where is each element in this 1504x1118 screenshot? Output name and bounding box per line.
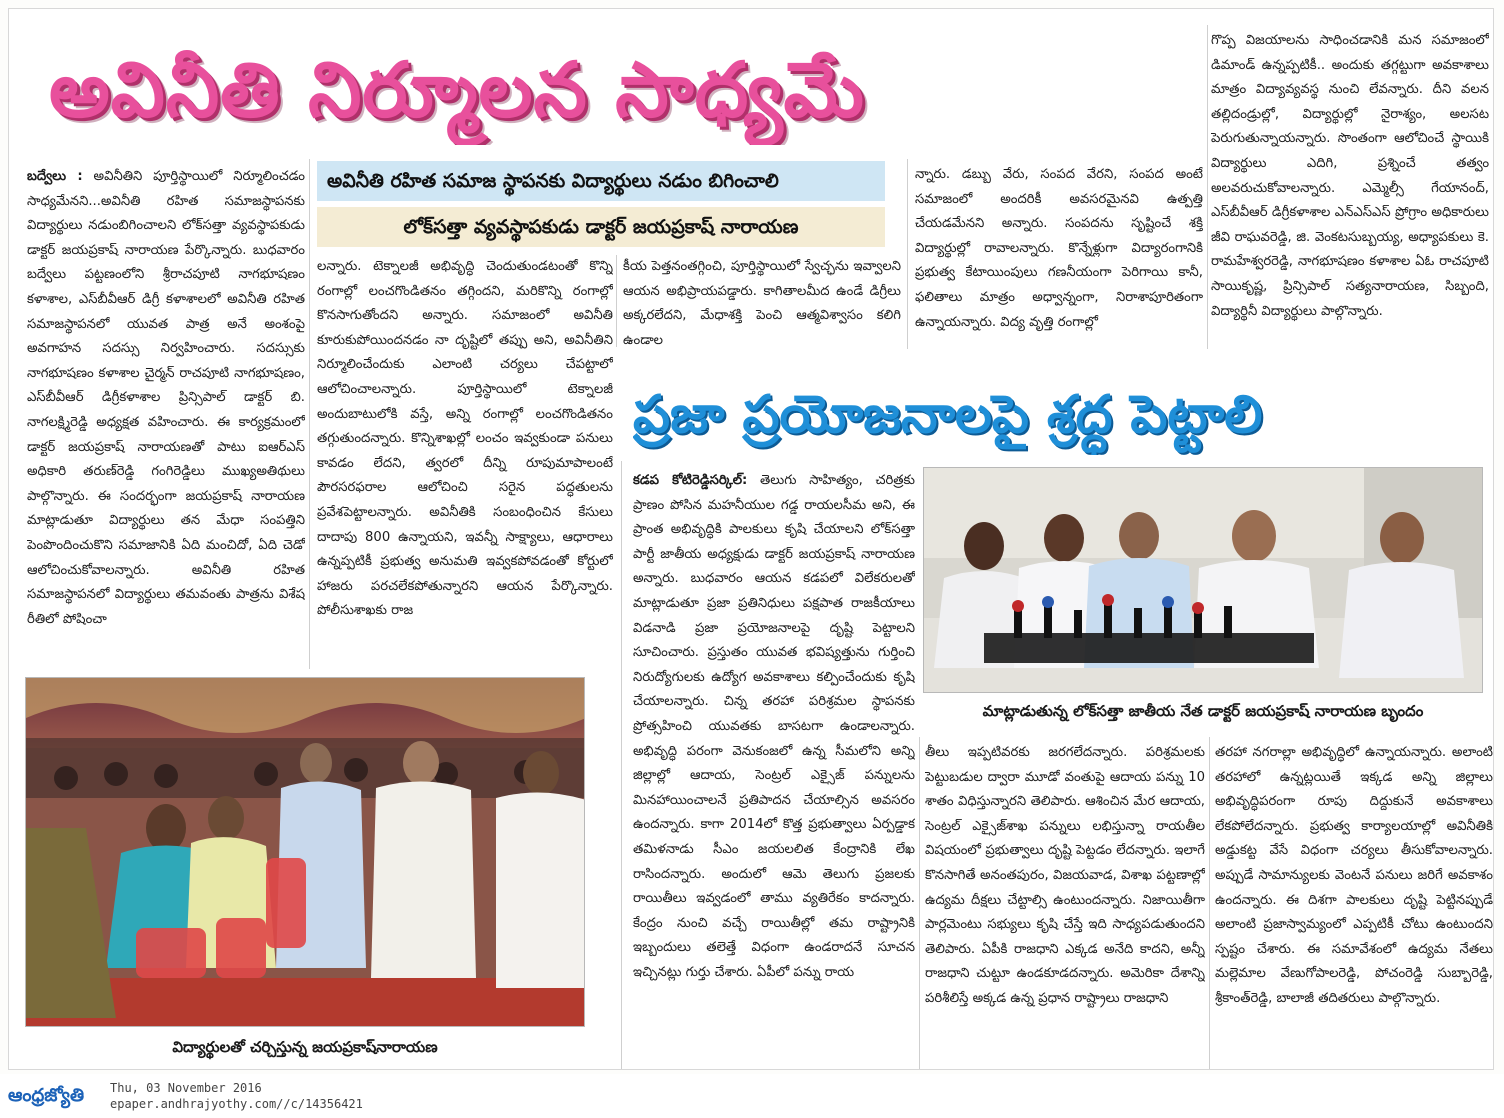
story1-col4-text: న్నారు. డబ్బు వేరు, సంపద వేరని, సంపద అంటే సమాజంలో అందరికీ అవసరమైనవి ఉత్పత్తి చేయడమేనని అన్నారు. సంపదను సృష్టించే శక్తి విద్యార్థుల్లో రావాలన్నారు. కొన్నేళ్లుగా విద్యారంగానికి ప్రభుత్వ కేటాయింపులు గణనీయంగా పెరిగాయి కానీ, ఫలితాలు మాత్రం అధ్వాన్నంగా, నిరాశాపూరితంగా ఉన్నాయన్నారు. విద్య వృత్తి రంగాల్లో: [915, 167, 1203, 330]
story2-column-3: [1215, 741, 1493, 1069]
press-meet-photo: [923, 467, 1483, 693]
column-divider: [919, 737, 920, 1069]
story1-column-3: [623, 255, 901, 347]
story1-col1-text: అవినీతిని పూర్తిస్థాయిలో నిర్మూలించడం సాధ్యమేనని...అవినీతి రహిత సమాజస్థాపనకు విద్యార్థులు నడుంబిగించాలని లోక్‌సత్తా వ్యవస్థాపకుడు డాక్టర్ జయప్రకాష్ నారాయణ పేర్కొన్నారు. బుధవారం బద్వేలు పట్టణంలోని శ్రీరాచపూటి నాగభూషణం కళాశాల, ఎస్‌బీవీఆర్ డిగ్రీ కళాశాలలో అవినీతి రహిత సమాజస్థాపనలో యువత పాత్ర అనే అంశంపై అవగాహన సదస్సు నిర్వహించారు. సదస్సుకు నాగభూషణం కళాశాల చైర్మన్ రాచపూటి నాగభూషణం, ఎస్‌బీవీఆర్ డిగ్రీకళాశాల ప్రిన్సిపాల్ డాక్టర్ బి. నాగలక్ష్మిరెడ్డి అధ్యక్షత వహించారు. ఈ కార్యక్రమంలో డాక్టర్ జయప్రకాష్ నారాయణతో పాటు ఐఆర్ఎస్ అధికారి తరుణ్‌రెడ్డి గంగిరెడ్డిలు ముఖ్యఅతిథులు పాల్గొన్నారు. ఈ సందర్భంగా జయప్రకాష్ నారాయణ మాట్లాడుతూ విద్యార్థులు తన మేధా సంపత్తిని పెంపొందించుకొని సమాజానికి ఏది మంచిదో, ఏది చెడో ఆలోచించుకోవాలన్నారు. అవినీతి రహిత సమాజస్థాపనలో విద్యార్థులు తమవంతు పాత్రను విశేష రీతిలో పోషించా: [27, 169, 305, 627]
column-divider: [616, 255, 617, 347]
story2-column-1: [633, 469, 915, 1069]
story1-column-1: [27, 165, 305, 667]
column-divider: [621, 461, 622, 1069]
story1-column-2: [317, 255, 613, 667]
deck-line-2: లోక్‌సత్తా వ్యవస్థాపకుడు డాక్టర్ జయప్రకాష్ నారాయణ: [317, 207, 885, 247]
story1-col3-text: కీయ పెత్తనంతగ్గించి, పూర్తిస్థాయిలో స్వేచ్ఛను ఇవ్వాలని ఆయన అభిప్రాయపడ్డారు. కాగితాలమీద ఉండే డిగ్రీలు అక్కరలేదని, మేధాశక్తి పెంచి ఆత్మవిశ్వాసం కలిగి ఉండాల: [623, 259, 901, 347]
andhrajyothy-logo: ఆంధ్రజ్యోతి: [8, 1085, 85, 1106]
column-divider: [1209, 737, 1210, 1069]
column-divider: [309, 159, 310, 669]
story1-column-5: [1211, 29, 1489, 347]
headline-second: ప్రజా ప్రయోజనాలపై శ్రద్ధ పెట్టాలి: [633, 385, 1263, 445]
story2-col1-text: తెలుగు సాహిత్యం, చరిత్రకు ప్రాణం పోసిన మహనీయుల గడ్డ రాయలసీమ అని, ఈ ప్రాంత అభివృద్ధికి పాలకులు కృషి చేయాలని లోక్‌సత్తా పార్టీ జాతీయ అధ్యక్షుడు డాక్టర్ జయప్రకాష్ నారాయణ అన్నారు. బుధవారం ఆయన కడపలో విలేకరులతో మాట్లాడుతూ ప్రజా ప్రతినిధులు పక్షపాత రాజకీయాలు విడనాడి ప్రజా ప్రయోజనాలపై దృష్టి పెట్టాలని సూచించారు. ప్రస్తుతం యువత భవిష్యత్తును గుర్తించి నిరుద్యోగులకు ఉద్యోగ అవకాశాలు కల్పించేందుకు కృషి చేయాలన్నారు. చిన్న తరహా పరిశ్రమల స్థాపనకు ప్రోత్సహించి యువతకు బాసటగా ఉండాలన్నారు. అభివృద్ధి పరంగా వెనుకంజలో ఉన్న సీమలోని అన్ని జిల్లాల్లో ఆదాయ, సెంట్రల్ ఎక్సైజ్ పన్నులను మినహాయించాలనే ప్రతిపాదన చేయాల్సిన అవసరం ఉందన్నారు. కాగా 2014లో కొత్త ప్రభుత్వాలు ఏర్పడ్డాక తమిళనాడు సీఎం జయలలిత కేంద్రానికి లేఖ రాసిందన్నారు. అందులో ఆమె తెలుగు ప్రజలకు రాయితీలు ఇవ్వడంలో తాము వ్యతిరేకం కాదన్నారు. కేంద్రం నుంచి వచ్చే రాయితీల్లో తమ రాష్ట్రానికి ఇబ్బందులు తలెత్తే విధంగా ఉండరాదనే సూచన ఇచ్చినట్లు గుర్తు చేశారు. ఏపీలో పన్ను రాయ: [633, 473, 915, 980]
photo1-caption: విద్యార్థులతో చర్చిస్తున్న జయప్రకాష్‌నారాయణ: [172, 1038, 438, 1056]
column-divider: [1207, 25, 1208, 349]
epaper-footer: [0, 1074, 1504, 1118]
story1-col5-text: గొప్ప విజయాలను సాధించడానికి మన సమాజంలో డిమాండ్ ఉన్నప్పటికీ.. అందుకు తగ్గట్టుగా అవకాశాలు మాత్రం విద్యావ్యవస్థ నుంచి లేవన్నారు. దీని వలన తల్లిదండ్రుల్లో, విద్యార్థుల్లో నైరాశ్యం, అలసట పెరుగుతున్నాయన్నారు. సొంతంగా ఆలోచించే స్థాయికి విద్యార్థులు ఎదిగి, ప్రశ్నించే తత్వం అలవరుచుకోవాలన్నారు. ఎమ్మెల్సీ గేయానంద్, ఎస్‌బీవీఆర్ డిగ్రీకళాశాల ఎన్ఎస్ఎస్ ప్రోగ్రాం అధికారులు జీవి రాఘవరెడ్డి, జి. వెంకటసుబ్బయ్య, అధ్యాపకులు కె. రామహేశ్వరరెడ్డి, నాగభూషణం కళాశాల ఏఓ రాచపూటి సాయికృష్ణ, ప్రిన్సిపాల్ సత్యనారాయణ, సిబ్బంది, విద్యార్థినీ విద్యార్థులు పాల్గొన్నారు.: [1211, 33, 1489, 319]
students-crowd-photo-icon: [26, 678, 585, 1027]
story1-col2-text: లన్నారు. టెక్నాలజీ అభివృద్ధి చెందుతుండటంతో కొన్ని రంగాల్లో లంచగొండితనం తగ్గిందని, మరికొన్ని రంగాల్లో కొనసాగుతోందని అన్నారు. సమాజంలో అవినీతి కూరుకుపోయిందనడం నా దృష్టిలో తప్పు అని, అవినీతిని నిర్మూలించేందుకు ఎలాంటి చర్యలు చేపట్టాలో ఆలోచించాలన్నారు. పూర్తిస్థాయిలో టెక్నాలజీ అందుబాటులోకి వస్తే, అన్ని రంగాల్లో లంచగొండితనం తగ్గుతుందన్నారు. కొన్నిశాఖల్లో లంచం ఇవ్వకుండా పనులు కావడం లేదని, త్వరలో దీన్ని రూపుమాపాలంటే పౌరసరఫరాల ఆలోచించి సరైన పద్ధతులను ప్రవేశపెట్టాలన్నారు. అవినీతికి సంబంధించిన కేసులు దాదాపు 800 ఉన్నాయని, ఇవన్నీ సాక్ష్యాలు, ఆధారాలు ఉన్నప్పటికీ ప్రభుత్వ అనుమతి ఇవ్వకపోవడంతో కోర్టులో హాజరు పరచలేకపోతున్నారని ఆయన పేర్కొన్నారు. పోలీసుశాఖకు రాజ: [317, 259, 613, 619]
epaper-url-link[interactable]: epaper.andhrajyothy.com//c/14356421: [110, 1097, 363, 1111]
headline-main: అవినీతి నిర్మూలన సాధ్యమే: [49, 45, 865, 134]
story2-col3-text: తరహా నగరాల్లా అభివృద్ధిలో ఉన్నాయన్నారు. అలాంటి తరహాలో ఉన్నట్లయితే ఇక్కడ అన్ని జిల్లాలు అభివృద్ధిపరంగా రూపు దిద్దుకునే అవకాశాలు లేకపోలేదన్నారు. ప్రభుత్వ కార్యాలయాల్లో అవినీతికి అడ్డుకట్ట వేసే విధంగా చర్యలు తీసుకోవాలన్నారు. అప్పుడే సామాన్యులకు వెంటనే పనులు జరిగే అవకాశం ఉందన్నారు. ఈ దిశగా పాలకులు దృష్టి పెట్టినప్పుడే అలాంటి ప్రజాస్వామ్యంలో ఎప్పటికీ చోటు ఉంటుందని స్పష్టం చేశారు. ఈ సమావేశంలో ఉద్యమ నేతలు మల్లెమాల వేణుగోపాలరెడ్డి, పోచంరెడ్డి సుబ్బారెడ్డి, శ్రీకాంత్‌రెడ్డి, బాలాజీ తదితరులు పాల్గొన్నారు.: [1215, 745, 1493, 1006]
edition-date: Thu, 03 November 2016: [110, 1081, 262, 1095]
story1-dateline: బద్వేలు :: [27, 169, 83, 184]
story2-column-2: [925, 741, 1205, 1069]
story1-column-4: [915, 163, 1203, 347]
photo2-caption: మాట్లాడుతున్న లోక్‌సత్తా జాతీయ నేత డాక్టర్ జయప్రకాష్ నారాయణ బృందం: [982, 702, 1424, 720]
story2-col2-text: తీలు ఇప్పటివరకు జరగలేదన్నారు. పరిశ్రమలకు పెట్టుబడుల ద్వారా మూడో వంతుపై ఆదాయ పన్ను 10 శాతం విధిస్తున్నారని తెలిపారు. ఆశించిన మేర ఆదాయ, సెంట్రల్ ఎక్సైజ్‌శాఖ పన్నులు లభిస్తున్నా రాయతీల విషయంలో ప్రభుత్వాలు దృష్టి పెట్టడం లేదన్నారు. ఇలాగే కొనసాగితే అనంతపురం, విజయవాడ, విశాఖ పట్టణాల్లో ఉద్యమ దీక్షలు చేట్టాల్సి ఉంటుందన్నారు. నిజాయితీగా పార్లమెంటు సభ్యులు కృషి చేస్తే ఇది సాధ్యపడుతుందని తెలిపారు. ఏపీకి రాజధాని ఎక్కడ అనేది కాదని, అన్నీ రాజధాని చుట్టూ ఉండకూడదన్నారు. అమెరికా దేశాన్ని పరిశీలిస్తే అక్కడ ఉన్న ప్రధాన రాష్ట్రాలు రాజధాని: [925, 745, 1205, 1006]
deck-line-1: అవినీతి రహిత సమాజ స్థాపనకు విద్యార్థులు నడుం బిగించాలి: [317, 161, 885, 201]
newspaper-clipping: [8, 8, 1494, 1070]
column-divider: [907, 159, 908, 349]
students-crowd-photo: [25, 677, 585, 1027]
press-meet-photo-icon: [924, 468, 1483, 693]
story2-dateline: కడప కోటిరెడ్డిసర్కిల్:: [633, 473, 748, 488]
